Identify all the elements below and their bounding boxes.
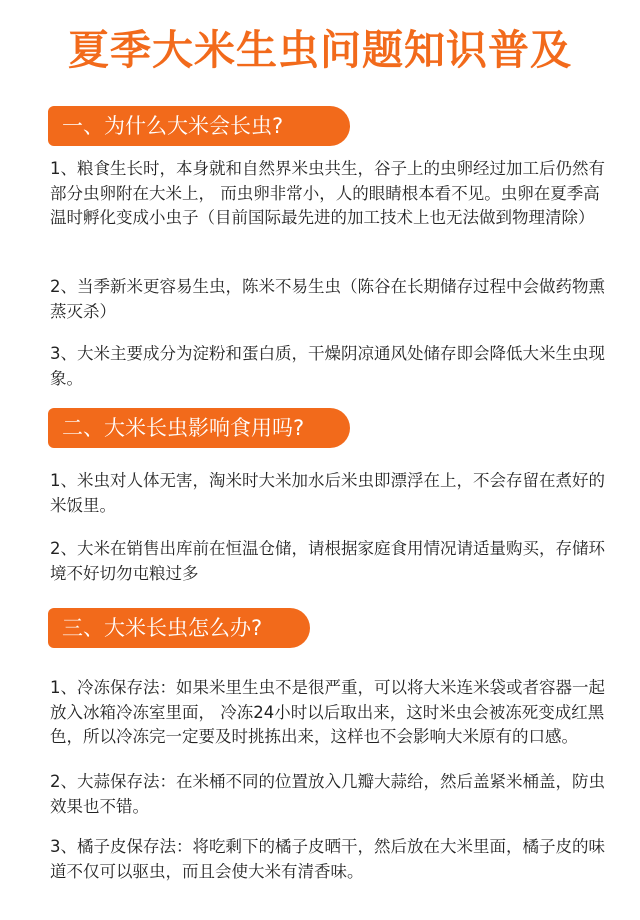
- paragraph: 2、大蒜保存法：在米桶不同的位置放入几瓣大蒜给，然后盖紧米桶盖，防虫效果也不错。: [50, 772, 605, 816]
- paragraph: 2、大米在销售出库前在恒温仓储，请根据家庭食用情况请适量购买，存储环境不好切勿屯粮过多: [50, 539, 605, 583]
- paragraph: 1、米虫对人体无害，淘米时大米加水后米虫即漂浮在上，不会存留在煮好的米饭里。: [50, 471, 605, 515]
- paragraph: 3、橘子皮保存法：将吃剩下的橘子皮晒干，然后放在大米里面，橘子皮的味道不仅可以驱虫，而且会使大米有清香味。: [50, 837, 605, 881]
- section-heading-safety: 二、大米长虫影响食用吗?: [48, 408, 350, 448]
- paragraph: 3、大米主要成分为淀粉和蛋白质，干燥阴凉通风处储存即会降低大米生虫现象。: [50, 344, 605, 388]
- page-title: 夏季大米生虫问题知识普及: [68, 26, 572, 74]
- paragraph: 1、冷冻保存法：如果米里生虫不是很严重，可以将大米连米袋或者容器一起放入冰箱冷冻室里面， 冷冻24小时以后取出来，这时米虫会被冻死变成红黑色，所以冷冻完一定要及时挑拣出来，这样也不会影响大米原有的口感。: [50, 678, 605, 746]
- section-heading-solutions: 三、大米长虫怎么办?: [48, 608, 310, 648]
- paragraph: 2、当季新米更容易生虫，陈米不易生虫（陈谷在长期储存过程中会做药物熏蒸灭杀）: [50, 277, 605, 321]
- paragraph: 1、粮食生长时，本身就和自然界米虫共生，谷子上的虫卵经过加工后仍然有部分虫卵附在大米上， 而虫卵非常小，人的眼睛根本看不见。虫卵在夏季高温时孵化变成小虫子（目前国际最先进的加工技术上也无法做到物理清除）: [50, 159, 605, 227]
- section-heading-why: 一、为什么大米会长虫?: [48, 106, 350, 146]
